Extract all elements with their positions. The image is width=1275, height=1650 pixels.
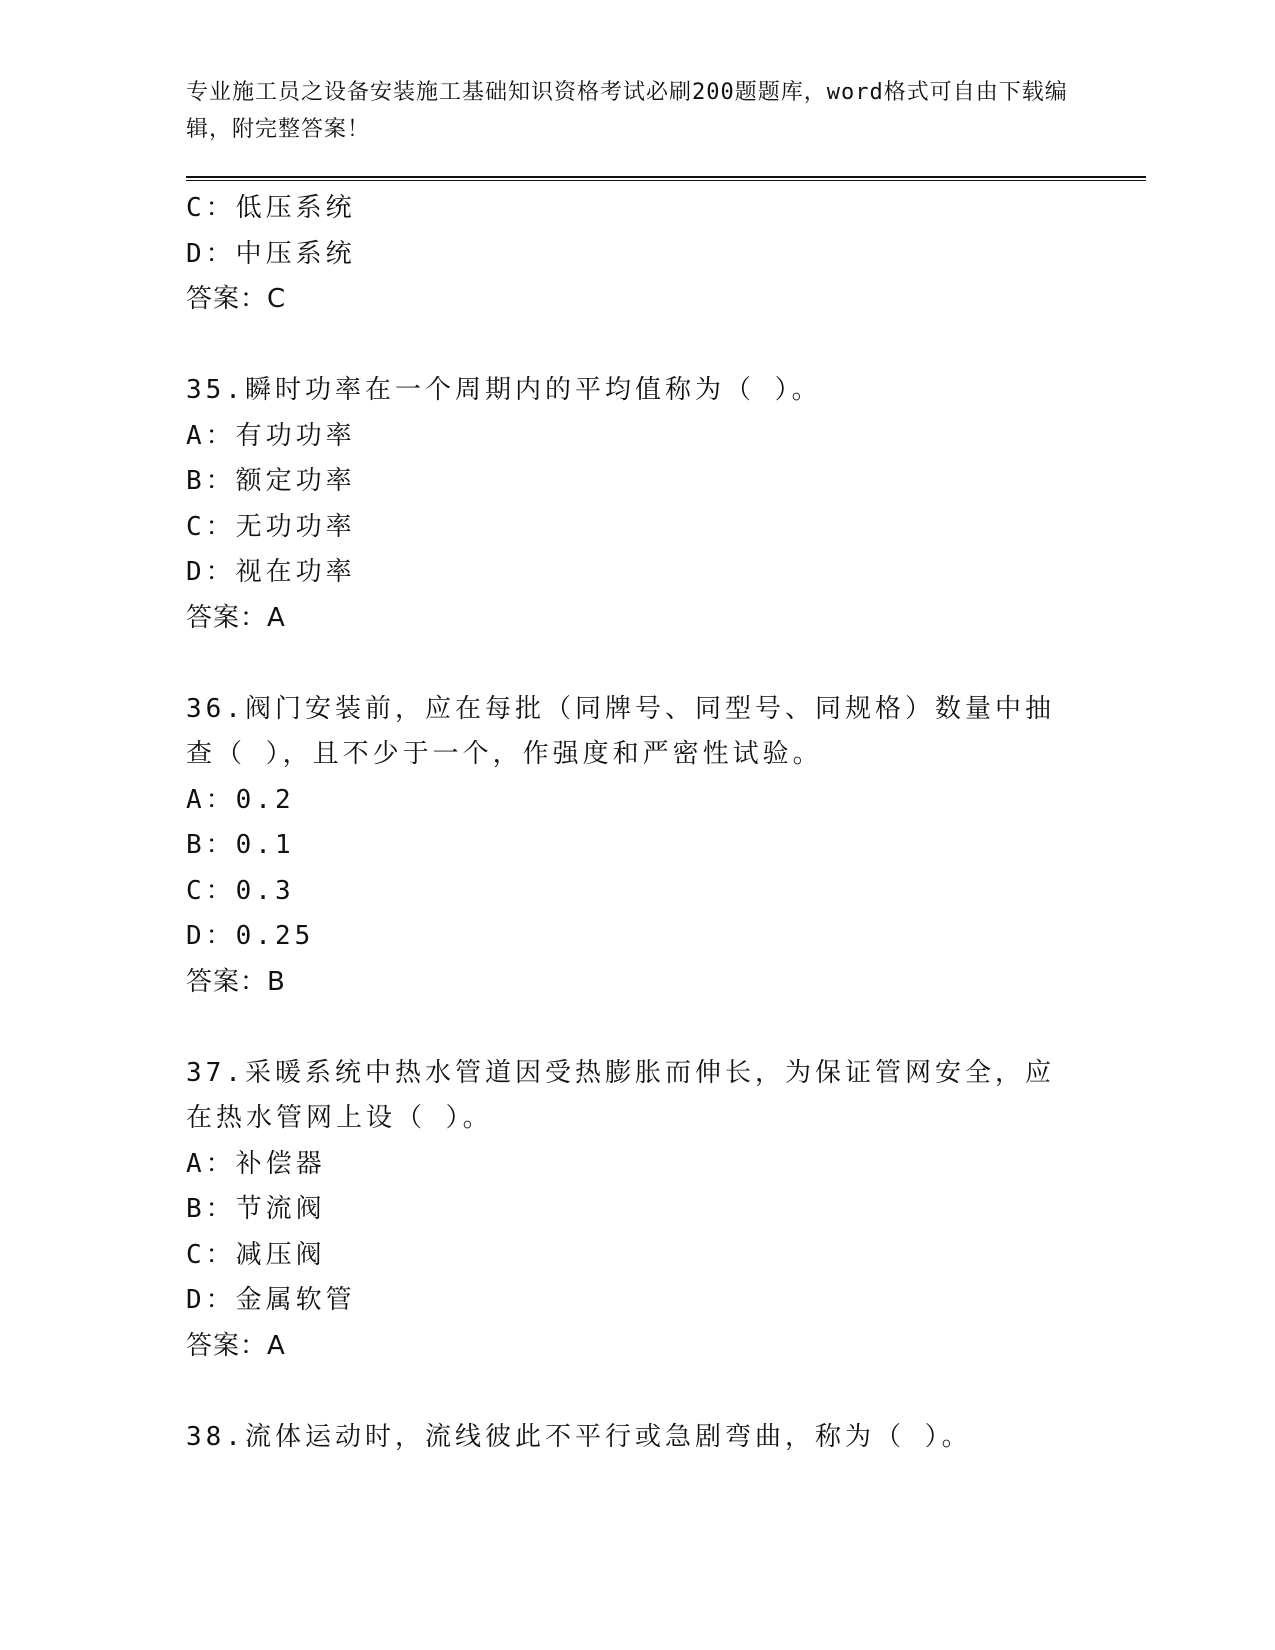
question-stem: 35.瞬时功率在一个周期内的平均值称为（ ）。 <box>186 375 822 405</box>
question-stem: 36.阀门安装前，应在每批（同牌号、同型号、同规格）数量中抽查（ ），且不少于一个，作强度和严密性试验。 <box>186 693 1055 769</box>
option-text: 减压阀 <box>235 1239 326 1270</box>
option-a <box>186 414 1086 460</box>
option-text: 额定功率 <box>235 466 356 496</box>
answer-line: 答案：C <box>186 284 287 314</box>
option-d <box>186 550 1086 596</box>
option-a <box>186 778 1086 824</box>
option-text: 补偿器 <box>235 1148 326 1179</box>
answer-line: 答案：A <box>186 602 286 633</box>
option-a <box>186 1142 1086 1188</box>
option-text: 低压系统 <box>235 193 356 223</box>
option-b <box>186 1187 1086 1233</box>
option-b <box>186 459 1086 505</box>
option-label: C： <box>186 511 236 542</box>
option-label: D： <box>186 1285 236 1315</box>
option-b <box>186 823 1086 869</box>
question-stem: 37.采暖系统中热水管道因受热膨胀而伸长，为保证管网安全，应在热水管网上设（ ）。 <box>186 1057 1055 1133</box>
option-text: 0.2 <box>235 784 295 815</box>
option-label: B： <box>186 1194 236 1224</box>
question-list <box>186 186 1086 1460</box>
option-text: 中压系统 <box>235 238 356 269</box>
option-label: C： <box>186 193 236 223</box>
option-text: 节流阀 <box>235 1194 326 1224</box>
option-label: B： <box>186 830 236 860</box>
option-d <box>186 232 1086 278</box>
answer-line: 答案：A <box>186 1330 286 1361</box>
spacer <box>186 1369 1086 1415</box>
option-label: A： <box>186 784 236 815</box>
option-text: 有功功率 <box>235 420 356 451</box>
option-label: C： <box>186 875 236 906</box>
option-text: 视在功率 <box>235 557 356 587</box>
option-d <box>186 1278 1086 1324</box>
spacer <box>186 1005 1086 1051</box>
option-label: D： <box>186 921 236 951</box>
answer-line: 答案：B <box>186 966 286 997</box>
option-text: 0.25 <box>235 921 315 951</box>
spacer <box>186 641 1086 687</box>
question-stem: 38.流体运动时，流线彼此不平行或急剧弯曲，称为（ ）。 <box>186 1421 972 1452</box>
option-label: A： <box>186 420 236 451</box>
option-c <box>186 1233 1086 1279</box>
option-label: D： <box>186 557 236 587</box>
option-c <box>186 869 1086 915</box>
option-text: 0.3 <box>235 875 295 906</box>
option-label: B： <box>186 466 236 496</box>
option-d <box>186 914 1086 960</box>
option-label: C： <box>186 1239 236 1270</box>
option-label: D： <box>186 238 236 269</box>
page-header <box>186 74 1086 148</box>
header-divider <box>186 176 1146 181</box>
option-c <box>186 505 1086 551</box>
option-c <box>186 186 1086 232</box>
header-title: 专业施工员之设备安装施工基础知识资格考试必刷200题题库，word格式可自由下载编辑，附完整答案！ <box>186 80 1068 142</box>
option-text: 无功功率 <box>235 511 356 542</box>
spacer <box>186 323 1086 369</box>
option-text: 金属软管 <box>235 1285 356 1315</box>
option-label: A： <box>186 1148 236 1179</box>
option-text: 0.1 <box>235 830 295 860</box>
